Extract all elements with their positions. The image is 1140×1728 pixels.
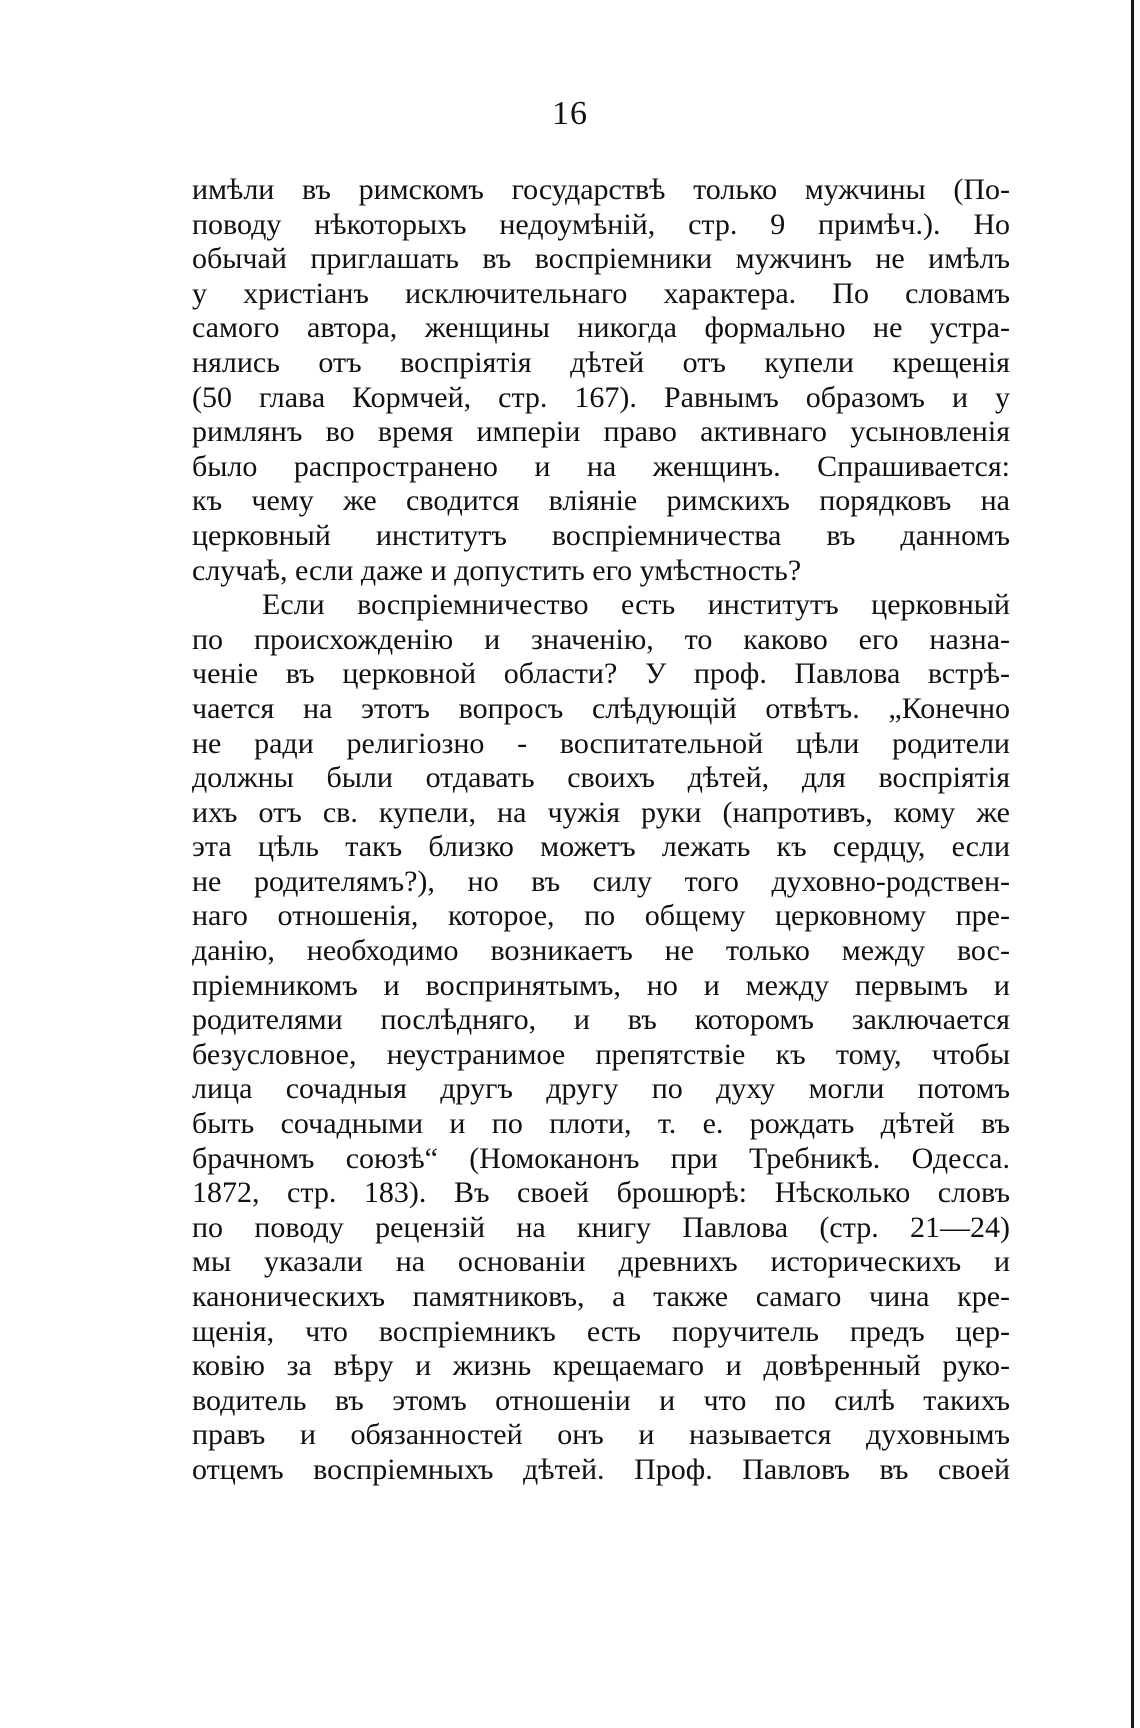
- text-line: не ради религіозно - воспитательной цѣли родители: [192, 726, 1010, 760]
- text-line: каноническихъ памятниковъ, а также самаго чина кре-: [192, 1280, 1010, 1313]
- text-line: ихъ отъ св. купели, на чужія руки (напротивъ, кому же: [192, 795, 1010, 829]
- text-line: самого автора, женщины никогда формально не устра-: [192, 311, 1010, 345]
- text-line: чается на этотъ вопросъ слѣдующій отвѣтъ. „Конечно: [192, 691, 1010, 725]
- text-line: быть сочадными и по плоти, т. е. рождать дѣтей въ: [192, 1107, 1010, 1141]
- text-line: родителями послѣдняго, и въ которомъ заключается: [192, 1003, 1010, 1037]
- text-line: ченіе въ церковной области? У проф. Павлова встрѣ-: [192, 657, 1010, 691]
- text-line: эта цѣль такъ близко можетъ лежать къ сердцу, если: [192, 830, 1010, 864]
- text-line: по происхожденію и значенію, то каково его назна-: [192, 622, 1010, 656]
- text-line: правъ и обязанностей онъ и называется духовнымъ: [192, 1418, 1010, 1452]
- text-line: Если воспріемничество есть институтъ церковный: [262, 588, 1010, 622]
- text-line: отцемъ воспріемныхъ дѣтей. Проф. Павловъ въ своей: [192, 1452, 1010, 1486]
- page-right-edge-rule: [1131, 0, 1134, 1728]
- text-line: водитель въ этомъ отношеніи и что по силѣ такихъ: [192, 1383, 1010, 1417]
- text-line: (50 глава Кормчей, стр. 167). Равнымъ образомъ и у: [192, 380, 1010, 414]
- text-line: брачномъ союзѣ“ (Номоканонъ при Требникѣ. Одесса.: [192, 1141, 1010, 1175]
- text-line: римлянъ во время имперіи право активнаго усыновленія: [192, 415, 1010, 449]
- text-line: нялись отъ воспріятія дѣтей отъ купели крещенія: [192, 345, 1010, 379]
- text-line: поводу нѣкоторыхъ недоумѣній, стр. 9 примѣч.). Но: [192, 207, 1010, 241]
- paragraph-1: [192, 173, 1010, 588]
- text-line: пріемникомъ и воспринятымъ, но и между первымъ и: [192, 968, 1010, 1002]
- text-line: церковный институтъ воспріемничества въ данномъ: [192, 518, 1010, 552]
- text-line: щенія, что воспріемникъ есть поручитель предъ цер-: [192, 1314, 1010, 1348]
- text-line: данію, необходимо возникаетъ не только между вос-: [192, 934, 1010, 968]
- text-line: мы указали на основаніи древнихъ историческихъ и: [192, 1245, 1010, 1279]
- text-line: къ чему же сводится вліяніе римскихъ порядковъ на: [192, 484, 1010, 518]
- text-line: имѣли въ римскомъ государствѣ только мужчины (По-: [192, 173, 1010, 206]
- text-line: обычай приглашать въ воспріемники мужчинъ не имѣлъ: [192, 242, 1010, 276]
- text-line: безусловное, неустранимое препятствіе къ тому, чтобы: [192, 1037, 1010, 1071]
- page-number: 16: [552, 95, 588, 132]
- text-line: 1872, стр. 183). Въ своей брошюрѣ: Нѣсколько словъ: [192, 1176, 1010, 1210]
- page-body-text: [192, 173, 1010, 1488]
- text-line: лица сочадныя другъ другу по духу могли потомъ: [192, 1072, 1010, 1106]
- text-line: случаѣ, если даже и допустить его умѣстность?: [192, 553, 802, 587]
- text-line: должны были отдавать своихъ дѣтей, для воспріятія: [192, 761, 1010, 795]
- text-line: ковію за вѣру и жизнь крещаемаго и довѣренный руко-: [192, 1349, 1010, 1383]
- text-line: было распространено и на женщинъ. Спрашивается:: [192, 449, 1010, 483]
- text-line: не родителямъ?), но въ силу того духовно-родствен-: [192, 864, 1010, 898]
- text-line: по поводу рецензій на книгу Павлова (стр. 21—24): [192, 1210, 1010, 1244]
- text-line: наго отношенія, которое, по общему церковному пре-: [192, 899, 1010, 933]
- paragraph-2: [192, 588, 1010, 1487]
- text-line: у христіанъ исключительнаго характера. По словамъ: [192, 276, 1010, 310]
